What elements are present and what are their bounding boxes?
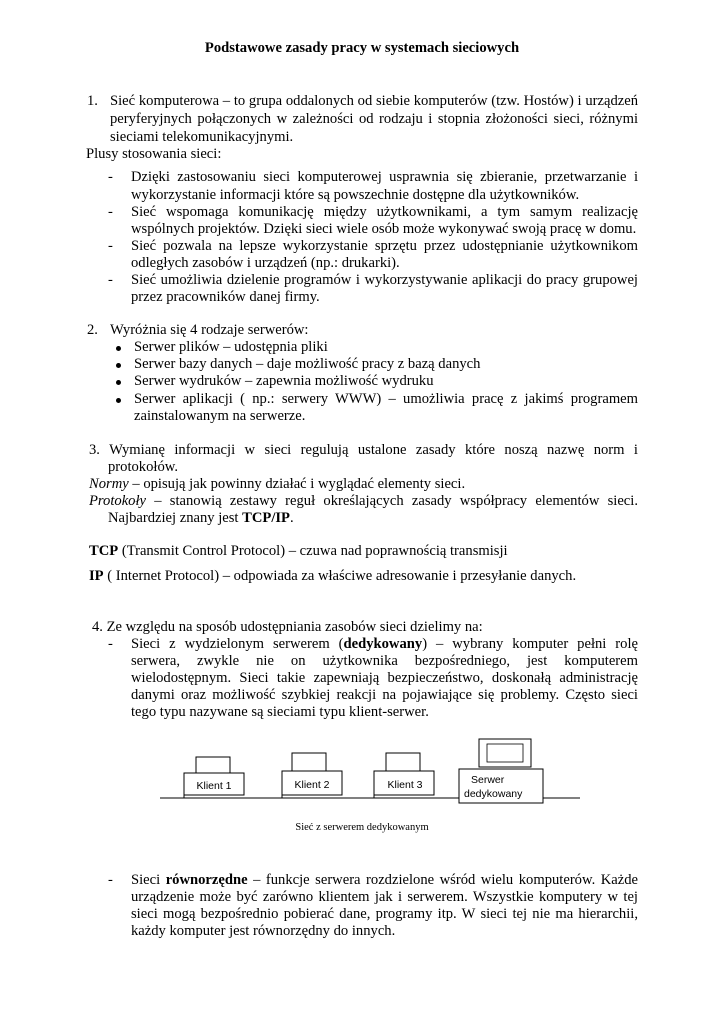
- s4-a-line-4: danymi oraz możliwość szybkiej reakcji na pojawiające się problemy. Często sieci: [131, 687, 638, 703]
- s4-a-line-5: tego typu nazywane są sieciami typu klient-serwer.: [131, 704, 429, 720]
- s3-normy: [89, 476, 465, 493]
- ip-term: IP: [89, 568, 104, 584]
- dedicated-server-computer: [459, 739, 543, 803]
- s1-line-3: sieciami telekomunikacyjnymi.: [110, 129, 294, 145]
- monitor-icon: [386, 753, 420, 771]
- normy-term: Normy: [89, 476, 129, 492]
- network-diagram: [160, 735, 580, 815]
- rownorzedne-bold: równorzędne: [165, 872, 248, 888]
- s1-bullet-4-line-2: przez pracowników danej firmy.: [131, 289, 320, 305]
- tcp-term: TCP: [89, 543, 119, 559]
- s3-protokoly: [89, 493, 638, 510]
- s3-line-2: protokołów.: [108, 459, 178, 475]
- s2-item-1: Serwer plików – udostępnia pliki: [134, 339, 328, 355]
- s4-a-l1-pre: Sieci z wydzielonym serwerem (: [131, 636, 344, 652]
- s4-a-line-2: serwera, zwykle nie on użytkownika bezpośredniego, jest komputerem: [131, 653, 638, 669]
- client-3-computer: [374, 753, 434, 798]
- s1-bullet-3-line-1: Sieć pozwala na lepsze wykorzystanie sprzętu przez udostępnianie użytkownikom: [131, 238, 638, 254]
- dash-bullet: -: [108, 169, 113, 185]
- protokoly-l2-end: .: [289, 510, 294, 526]
- s4-b-line-1: [131, 872, 638, 889]
- section-2-number: 2.: [87, 322, 98, 338]
- section-1-number: 1.: [87, 93, 98, 109]
- s1-bullet-1-line-2: wykorzystanie informacji które są powszechnie dostępne dla użytkowników.: [131, 187, 580, 203]
- server-label-line-2: dedykowany: [464, 788, 523, 800]
- s4-b-line-4: każdy komputer jest równorzędny do innych.: [131, 923, 396, 939]
- page-title: Podstawowe zasady pracy w systemach sieciowych: [204, 40, 520, 56]
- protokoly-definition: – stanowią zestawy reguł określających zasady współpracy elementów sieci.: [146, 493, 638, 509]
- client-2-computer: [282, 753, 342, 798]
- s2-item-3: Serwer wydruków – zapewnia możliwość wydruku: [134, 373, 434, 389]
- bullet-dot: [116, 380, 121, 385]
- s4-a-line-3: wielodostępnym. Sieci takie zapewniają bezpieczeństwo, doskonałą administrację: [131, 670, 638, 686]
- tcp-definition: (Transmit Control Protocol) – czuwa nad poprawnością transmisji: [118, 543, 508, 559]
- s1-line-2: peryferyjnych połączonych w zależności od rodzaju i stopnia złożoności sieci, różnymi: [110, 111, 638, 127]
- dash-bullet: -: [108, 872, 113, 888]
- client-1-label: Klient 1: [196, 780, 232, 792]
- dedykowany-bold: dedykowany: [343, 636, 423, 652]
- s1-bullet-3-line-2: odległych zasobów i urządzeń (np.: drukarki).: [131, 255, 400, 271]
- client-1-computer: [184, 757, 244, 798]
- bullet-dot: [116, 346, 121, 351]
- s4-heading: 4. Ze względu na sposób udostępniania zasobów sieci dzielimy na:: [92, 619, 483, 635]
- s3-tcp: [89, 543, 508, 560]
- s1-bullet-2-line-2: wspólnych projektów. Dzięki sieci wiele osób może wykonywać swoją pracę w domu.: [131, 221, 637, 237]
- s1-line-1: Sieć komputerowa – to grupa oddalonych od siebie komputerów (tzw. Hostów) i urządzeń: [110, 93, 638, 109]
- client-2-label: Klient 2: [294, 779, 330, 791]
- s1-bullet-2-line-1: Sieć wspomaga komunikację między użytkownikami, a tym samym realizację: [131, 204, 638, 220]
- protokoly-term: Protokoły: [89, 493, 147, 509]
- dash-bullet: -: [108, 636, 113, 652]
- dash-bullet: -: [108, 204, 113, 220]
- s3-line-1: 3. Wymianę informacji w sieci regulują ustalone zasady które noszą nazwę norm i: [89, 442, 638, 458]
- s4-b-line-2: urządzenie może być zarówno klientem jak i serwerem. Wszystkie komputery w tej: [131, 889, 638, 905]
- s2-item-4-line-1: Serwer aplikacji ( np.: serwery WWW) – umożliwia pracę z jakimś programem: [134, 391, 638, 407]
- diagram-caption: Sieć z serwerem dedykowanym: [295, 822, 429, 833]
- server-screen: [487, 744, 523, 762]
- protokoly-l2-text: Najbardziej znany jest: [108, 510, 243, 526]
- s3-ip: [89, 568, 576, 585]
- s2-heading: Wyróżnia się 4 rodzaje serwerów:: [110, 322, 309, 338]
- dash-bullet: -: [108, 272, 113, 288]
- monitor-icon: [292, 753, 326, 771]
- server-label-line-1: Serwer: [471, 774, 505, 786]
- s4-b-line-3: sieci mogą bezpośrednio pobierać dane, programy itp. W sieci tej nie ma hierarchii,: [131, 906, 638, 922]
- s4-b-l1-post: – funkcje serwera rozdzielone wśród wielu komputerów. Każde: [247, 872, 638, 888]
- s1-bullet-4-line-1: Sieć umożliwia dzielenie programów i wykorzystywanie aplikacji do pracy grupowej: [131, 272, 638, 288]
- monitor-icon: [196, 757, 230, 773]
- bullet-dot: [116, 398, 121, 403]
- bullet-dot: [116, 363, 121, 368]
- s1-plus-heading: Plusy stosowania sieci:: [86, 146, 222, 162]
- client-3-label: Klient 3: [387, 779, 423, 791]
- normy-definition: – opisują jak powinny działać i wyglądać elementy sieci.: [128, 476, 466, 492]
- s2-item-4-line-2: zainstalowanym na serwerze.: [134, 408, 306, 424]
- s4-a-l1-post: ) – wybrany komputer pełni rolę: [422, 636, 638, 652]
- ip-definition: ( Internet Protocol) – odpowiada za właściwe adresowanie i przesyłanie danych.: [103, 568, 577, 584]
- dash-bullet: -: [108, 238, 113, 254]
- s1-bullet-1-line-1: Dzięki zastosowaniu sieci komputerowej usprawnia się zbieranie, przetwarzanie i: [131, 169, 638, 185]
- tcpip-bold: TCP/IP: [242, 510, 290, 526]
- s3-protokoly-line-2: [108, 510, 294, 527]
- s2-item-2: Serwer bazy danych – daje możliwość pracy z bazą danych: [134, 356, 481, 372]
- s4-b-l1-pre: Sieci: [131, 872, 166, 888]
- s4-a-line-1: [131, 636, 638, 653]
